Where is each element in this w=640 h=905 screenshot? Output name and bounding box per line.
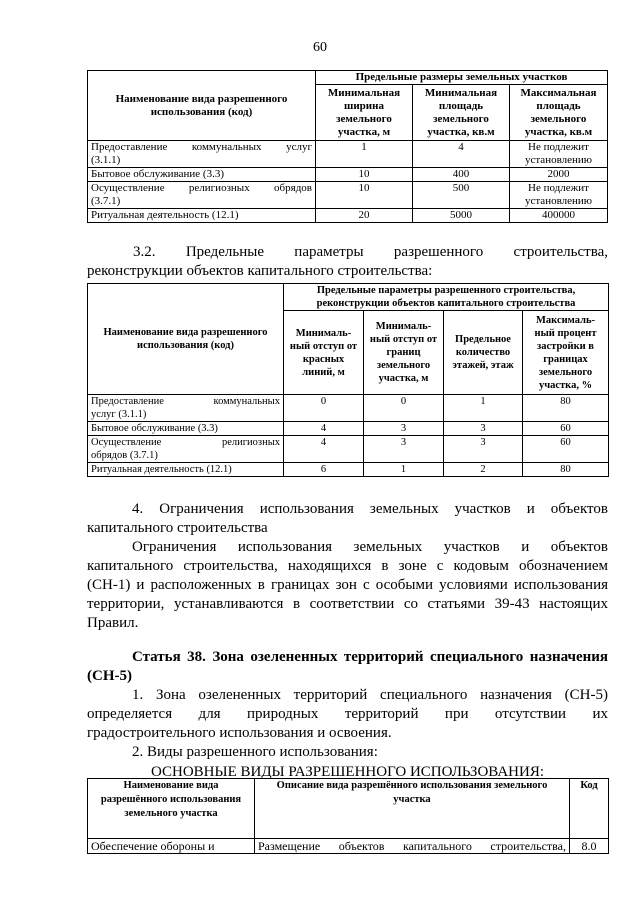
section-4-heading-line1: 4. Ограничения использования земельных участков и объектов <box>132 501 608 517</box>
table-cell: 1 <box>364 463 444 477</box>
row-name: Ритуальная деятельность (12.1) <box>88 463 284 477</box>
article-title-line2: (СН-5) <box>87 668 132 684</box>
row-name-line: Предоставление коммунальных <box>91 396 280 407</box>
word: 3.2. <box>133 244 156 260</box>
table2-red-line-offset-header: Минималь-ный отступ от красных линий, м <box>284 311 364 395</box>
table-cell: 3 <box>364 436 444 463</box>
row-description: Размещение объектов капитального строительства, <box>255 839 570 854</box>
row-name-line: обрядов (3.7.1) <box>91 450 158 461</box>
table-row <box>88 209 608 223</box>
table2-group-header: Предельные параметры разрешенного строительства, реконструкции объектов капитального строительства <box>284 284 609 311</box>
table-cell: Не подлежит установлению <box>510 141 608 168</box>
table3-desc-header: Описание вида разрешённого использования земельного участка <box>255 779 570 839</box>
table-cell: 5000 <box>413 209 510 223</box>
land-plot-size-table <box>87 70 608 223</box>
table1-group-header: Предельные размеры земельных участков <box>316 71 608 85</box>
section-3-2-line2: реконструкции объектов капитального строительства: <box>87 263 433 279</box>
table2-name-header: Наименование вида разрешенного использования (код) <box>88 284 284 395</box>
section-4-text-line: Ограничения использования земельных участков и объектов <box>132 539 608 555</box>
article-text-line: градостроительного использования и освоения. <box>87 725 392 741</box>
table-cell: 3 <box>364 422 444 436</box>
table2-floors-header: Предельное количество этажей, этаж <box>444 311 523 395</box>
section-4-heading-line2: капитального строительства <box>87 520 268 536</box>
table-cell: 4 <box>284 422 364 436</box>
table-cell: 60 <box>523 422 609 436</box>
table1-min-width-header: Минимальная ширина земельного участка, м <box>316 85 413 141</box>
table-cell: 80 <box>523 463 609 477</box>
row-name-line: услуг (3.1.1) <box>91 409 147 420</box>
building-parameters-table <box>87 283 609 477</box>
row-name: Обеспечение обороны и <box>88 839 255 854</box>
article-text-line: 2. Виды разрешенного использования: <box>132 744 378 760</box>
table-cell: 500 <box>413 182 510 209</box>
article-title-line1: Статья 38. Зона озелененных территорий специального назначения <box>132 649 608 665</box>
article-text-line: 1. Зона озелененных территорий специального назначения (СН-5) <box>132 687 608 703</box>
row-name-line: Осуществление религиозных <box>91 437 280 448</box>
word: разрешенного <box>393 244 484 260</box>
section-4-text-line: капитального строительства, находящихся в зоне с кодовым обозначением <box>87 558 608 574</box>
row-name: Бытовое обслуживание (3.3) <box>88 422 284 436</box>
table-cell: 10 <box>316 168 413 182</box>
row-name-line: Предоставление коммунальных услуг <box>91 141 312 153</box>
row-name-line: (3.1.1) <box>91 154 121 166</box>
table-cell: 6 <box>284 463 364 477</box>
table-cell: 1 <box>316 141 413 168</box>
table-cell: 2 <box>444 463 523 477</box>
section-4 <box>87 500 608 633</box>
table-row <box>88 436 609 463</box>
row-name-line: Осуществление религиозных обрядов <box>91 182 312 194</box>
page-number: 60 <box>313 40 327 55</box>
table-cell: 400000 <box>510 209 608 223</box>
table-cell: 60 <box>523 436 609 463</box>
article-38 <box>87 648 608 782</box>
table-cell: Не подлежит установлению <box>510 182 608 209</box>
main-types-heading: ОСНОВНЫЕ ВИДЫ РАЗРЕШЕННОГО ИСПОЛЬЗОВАНИЯ: <box>150 764 545 780</box>
table-row <box>88 463 609 477</box>
row-code: 8.0 <box>570 839 609 854</box>
table-row <box>88 182 608 209</box>
section-3-2 <box>87 243 608 281</box>
section-4-text-line: территории, устанавливаются в соответствии со статьями 39-43 настоящих <box>87 596 608 612</box>
table-cell: 20 <box>316 209 413 223</box>
row-name: Бытовое обслуживание (3.3) <box>88 168 316 182</box>
word: параметры <box>294 244 364 260</box>
table-row <box>88 168 608 182</box>
table1-name-header: Наименование вида разрешенного использования (код) <box>88 71 316 141</box>
word: строительства, <box>513 244 608 260</box>
row-name: Ритуальная деятельность (12.1) <box>88 209 316 223</box>
section-4-text-line: (СН-1) и расположенных в границах зон с особыми условиями использования <box>87 577 608 593</box>
table1-min-area-header: Минимальная площадь земельного участка, кв.м <box>413 85 510 141</box>
row-name-line: (3.7.1) <box>91 195 121 207</box>
table2-coverage-header: Максималь-ный процент застройки в границах земельного участка, % <box>523 311 609 395</box>
article-text-line: определяется для природных территорий при отсутствии их <box>87 706 608 722</box>
table-cell: 1 <box>444 395 523 422</box>
section-4-text-line: Правил. <box>87 615 139 631</box>
table-cell: 2000 <box>510 168 608 182</box>
table-row <box>88 395 609 422</box>
table2-boundary-offset-header: Минималь-ный отступ от границ земельного участка, м <box>364 311 444 395</box>
table-cell: 400 <box>413 168 510 182</box>
table-cell: 3 <box>444 436 523 463</box>
table-cell: 4 <box>284 436 364 463</box>
table-row <box>88 422 609 436</box>
permitted-use-table <box>87 778 609 854</box>
table-row <box>88 839 609 854</box>
table3-name-header: Наименование вида разрешённого использования земельного участка <box>88 779 255 839</box>
table1-max-area-header: Максимальная площадь земельного участка, кв.м <box>510 85 608 141</box>
table-cell: 0 <box>364 395 444 422</box>
word: Предельные <box>185 244 264 260</box>
table-cell: 0 <box>284 395 364 422</box>
table3-code-header: Код <box>570 779 609 839</box>
table-cell: 80 <box>523 395 609 422</box>
table-row <box>88 141 608 168</box>
table-cell: 10 <box>316 182 413 209</box>
table-cell: 4 <box>413 141 510 168</box>
table-cell: 3 <box>444 422 523 436</box>
